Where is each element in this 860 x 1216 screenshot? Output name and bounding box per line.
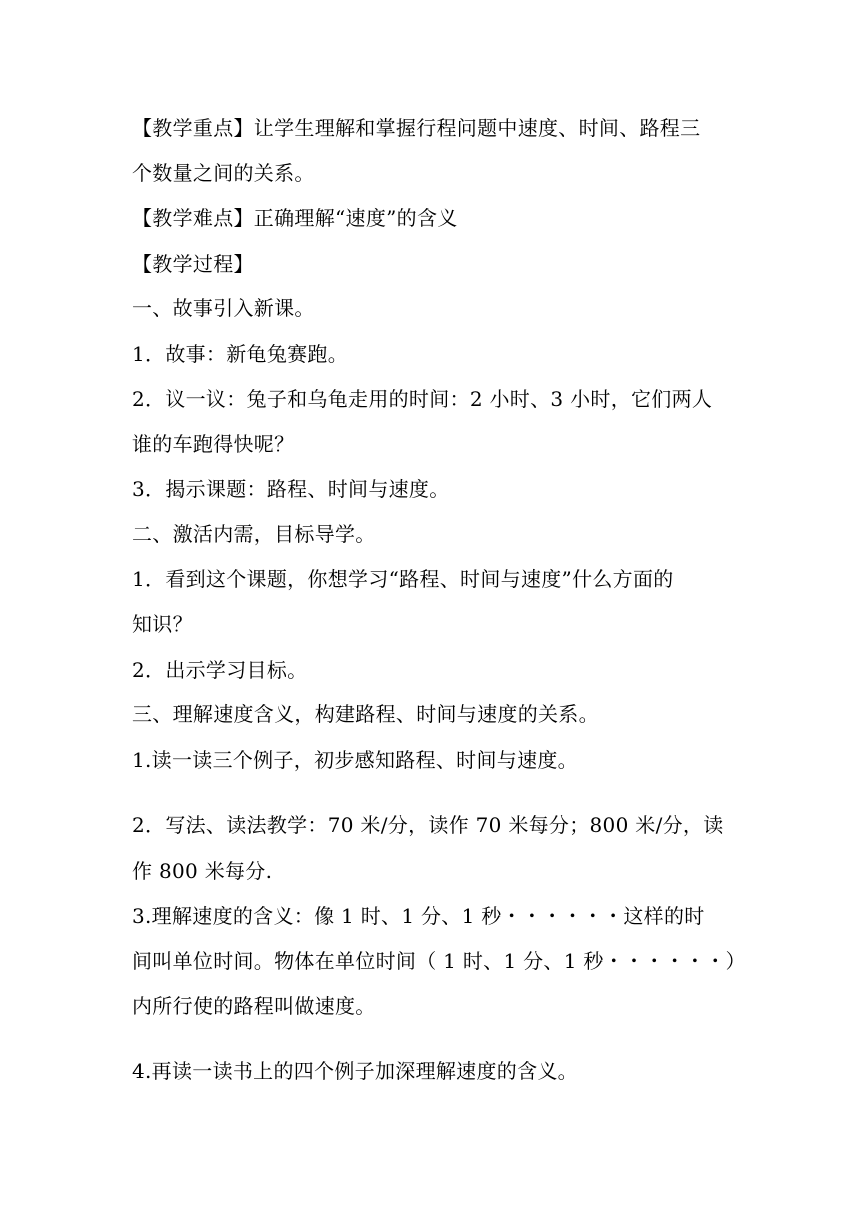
item-speed-meaning-line-3: 内所行使的路程叫做速度。 (132, 994, 376, 1018)
item-reveal-topic: 3．揭示课题：路程、时间与速度。 (132, 477, 450, 501)
section-2-heading: 二、激活内需，目标导学。 (132, 522, 376, 546)
item-story: 1．故事：新龟兔赛跑。 (132, 342, 349, 366)
item-notation-line-2: 作 800 米每分. (132, 859, 273, 883)
item-speed-meaning-line-2: 间叫单位时间。物体在单位时间（ 1 时、1 分、1 秒・・・・・・） (132, 949, 746, 973)
section-1-heading: 一、故事引入新课。 (132, 296, 315, 320)
item-discuss-line-2: 谁的车跑得快呢？ (132, 432, 295, 456)
process-heading: 【教学过程】 (132, 252, 254, 276)
item-topic-question-line-2: 知识？ (132, 612, 193, 636)
section-3-heading: 三、理解速度含义，构建路程、时间与速度的关系。 (132, 702, 599, 726)
item-notation-line-1: 2．写法、读法教学：70 米/分，读作 70 米每分；800 米/分，读 (132, 813, 724, 837)
item-discuss-line-1: 2．议一议：兔子和乌龟走用的时间：2 小时、3 小时，它们两人 (132, 387, 713, 411)
key-point-line-2: 个数量之间的关系。 (132, 161, 315, 185)
item-speed-meaning-line-1: 3.理解速度的含义：像 1 时、1 分、1 秒・・・・・・这样的时 (132, 904, 705, 928)
difficult-point-line: 【教学难点】正确理解“速度”的含义 (132, 206, 458, 230)
item-show-goals: 2．出示学习目标。 (132, 658, 308, 682)
item-topic-question-line-1: 1．看到这个课题，你想学习“路程、时间与速度”什么方面的 (132, 567, 674, 591)
item-reread-examples: 4.再读一读书上的四个例子加深理解速度的含义。 (132, 1059, 578, 1083)
item-read-examples: 1.读一读三个例子，初步感知路程、时间与速度。 (132, 748, 578, 772)
key-point-line-1: 【教学重点】让学生理解和掌握行程问题中速度、时间、路程三 (132, 116, 701, 140)
